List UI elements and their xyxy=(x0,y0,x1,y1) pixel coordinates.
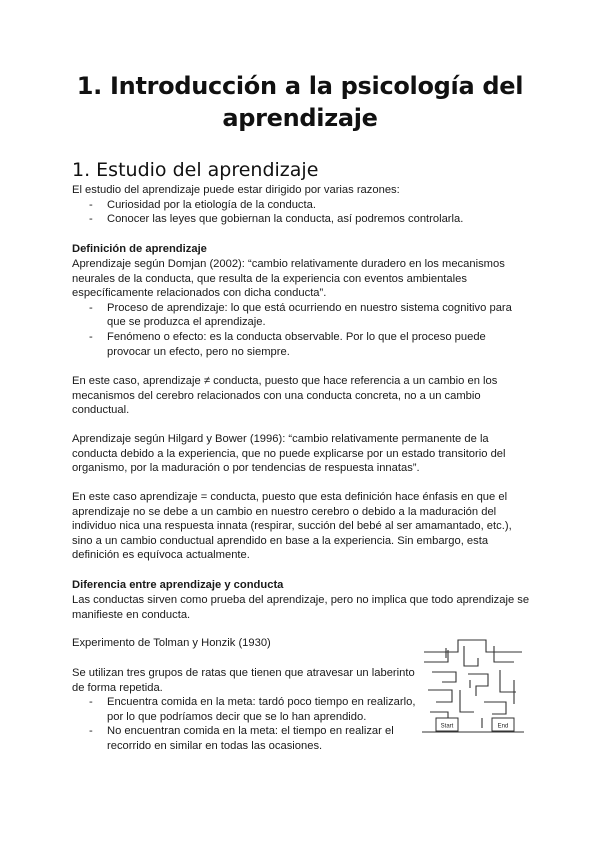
list-item: - Curiosidad por la etiología de la conducta. xyxy=(72,198,534,213)
section-intro xyxy=(72,183,534,227)
list-item: - Encuentra comida en la meta: tardó poco tiempo en realizarlo, por lo que podríamos decir que se lo han aprendido. xyxy=(72,695,417,724)
difference-heading: Diferencia entre aprendizaje y conducta xyxy=(72,579,284,591)
list-item: - Proceso de aprendizaje: lo que está ocurriendo en nuestro sistema cognitivo para que se produzca el aprendizaje. xyxy=(72,301,524,330)
list-item: - Fenómeno o efecto: es la conducta observable. Por lo que el proceso puede provocar un efecto, pero no siempre. xyxy=(72,330,524,359)
reasons-list xyxy=(72,198,534,227)
domjan-paragraph: Aprendizaje según Domjan (2002): “cambio relativamente duradero en los mecanismos neurales de la conducta, que resulta de la experiencia con eventos ambientales específicamente relacionados con dicha conducta”. xyxy=(72,258,505,300)
document-title: 1. Introducción a la psicología del aprendizaje xyxy=(76,72,524,132)
difference-paragraph: Las conductas sirven como prueba del aprendizaje, pero no implica que todo aprendizaje se manifieste en conducta. xyxy=(72,594,530,621)
maze-end-label: End xyxy=(497,723,509,730)
definition-list xyxy=(72,301,524,359)
note-paragraph-2: En este caso aprendizaje = conducta, puesto que esta definición hace énfasis en que el aprendizaje no se debe a un cambio en nuestro cerebro o debido a la maduración del individuo nica una respuesta innata (respirar, succión del bebé al ser amamantado, etc.), sino a un cambio conductual aprendido en base a la experiencia. Sin embargo, esta definición es equívoca actualmente. xyxy=(72,491,512,562)
list-item: - No encuentran comida en la meta: el tiempo en realizar el recorrido en similar en todas las ocasiones. xyxy=(72,724,417,753)
experiment-list xyxy=(72,695,417,753)
maze-start-label: Start xyxy=(440,723,454,730)
hilgard-paragraph: Aprendizaje según Hilgard y Bower (1996): “cambio relativamente permanente de la conducta debido a la experiencia, que no puede explicarse por un estado transitorio del organismo, por la maduración o por tendencias de respuesta innatas”. xyxy=(72,433,506,475)
definition-block xyxy=(72,257,524,359)
experiment-title: Experimento de Tolman y Honzik (1930) xyxy=(72,637,271,649)
definition-heading: Definición de aprendizaje xyxy=(72,243,207,255)
section-heading: 1. Estudio del aprendizaje xyxy=(72,159,319,181)
groups-paragraph: Se utilizan tres grupos de ratas que tienen que atravesar un laberinto de forma repetida. xyxy=(72,667,415,694)
intro-paragraph: El estudio del aprendizaje puede estar dirigido por varias razones: xyxy=(72,184,400,196)
list-item: - Conocer las leyes que gobiernan la conducta, así podremos controlarla. xyxy=(72,212,534,227)
experiment-block xyxy=(72,666,417,754)
note-paragraph-1: En este caso, aprendizaje ≠ conducta, puesto que hace referencia a un cambio en los mecanismos del cerebro relacionados con una conducta concreta, no a un cambio conductual. xyxy=(72,375,498,417)
maze-diagram xyxy=(418,632,528,742)
